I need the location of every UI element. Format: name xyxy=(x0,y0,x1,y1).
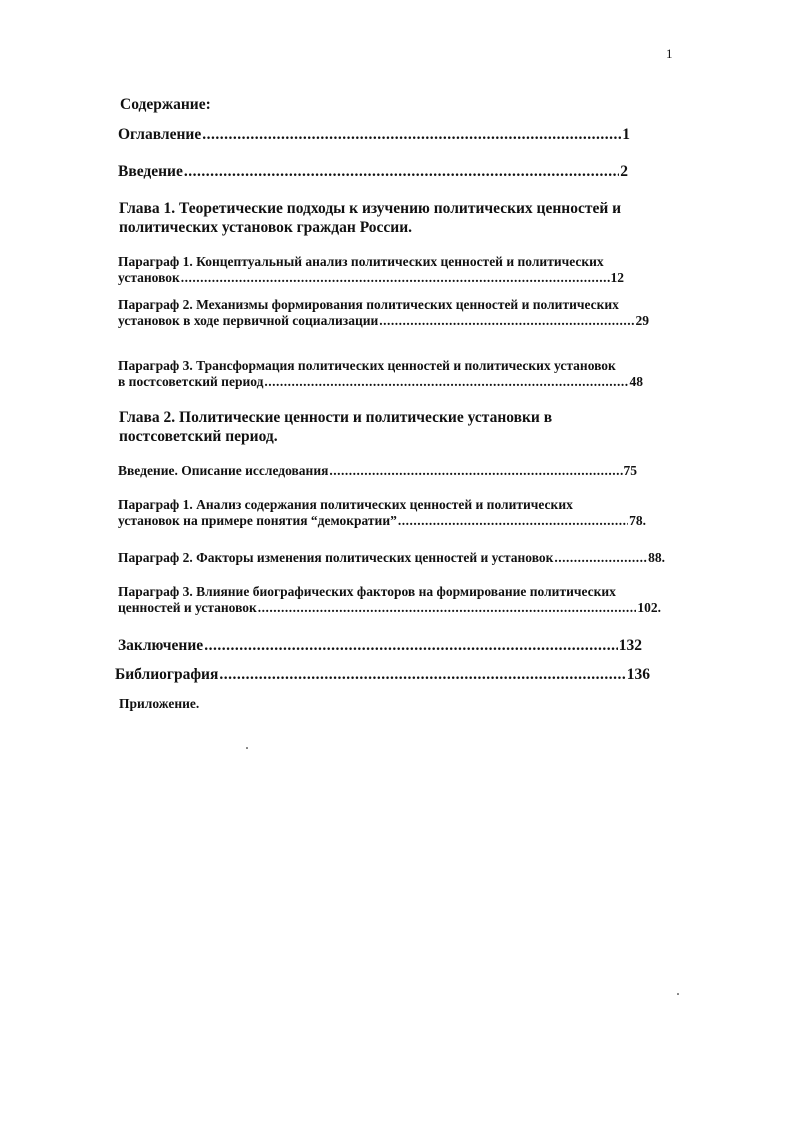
toc-title: Содержание: xyxy=(120,96,211,113)
toc-entry-label-line2: установок xyxy=(118,270,180,286)
scan-speck xyxy=(677,993,679,995)
toc-entry-page: 136 xyxy=(626,666,650,683)
dot-leader xyxy=(264,374,628,390)
toc-entry-label-line2: установок на примере понятия “демократии” xyxy=(118,513,397,529)
toc-entry-page: 75 xyxy=(623,463,637,478)
dot-leader xyxy=(379,313,634,329)
chapter-1-title-line1: Глава 1. Теоретические подходы к изучению политических ценностей и xyxy=(119,200,622,217)
chapter-2-title-line1: Глава 2. Политические ценности и политические установки в xyxy=(119,409,553,426)
toc-entry-label: Библиография xyxy=(115,666,219,683)
dot-leader xyxy=(184,163,619,182)
toc-entry-label: Параграф 2. Факторы изменения политических ценностей и установок xyxy=(118,550,554,565)
toc-entry-page: 48 xyxy=(629,374,643,390)
toc-entry-page: 88. xyxy=(648,550,665,565)
dot-leader xyxy=(204,637,618,656)
toc-entry-ch1-paragraph-1[interactable] xyxy=(118,254,624,287)
toc-entry-ch2-paragraph-1[interactable] xyxy=(118,497,646,530)
toc-entry-ch2-paragraph-3[interactable] xyxy=(118,584,661,617)
scan-speck xyxy=(246,747,248,749)
toc-entry-label-line1: Параграф 2. Механизмы формирования политических ценностей и политических xyxy=(118,297,619,312)
chapter-2-title-line2: постсоветский период. xyxy=(119,427,278,445)
chapter-1-heading[interactable] xyxy=(119,200,621,238)
toc-entry-page: 29 xyxy=(635,313,649,329)
toc-entry-bibliography[interactable] xyxy=(115,666,650,685)
dot-leader xyxy=(398,513,628,529)
toc-entry-page: 132 xyxy=(618,637,642,654)
toc-entry-conclusion[interactable] xyxy=(118,637,642,656)
toc-entry-label: Заключение xyxy=(118,637,204,654)
toc-entry-page: 102. xyxy=(637,600,661,616)
toc-entry-label: Введение. Описание исследования xyxy=(118,463,329,478)
toc-entry-ch2-paragraph-2[interactable] xyxy=(118,550,665,566)
toc-entry-label-line1: Параграф 1. Анализ содержания политических ценностей и политических xyxy=(118,497,573,512)
toc-entry-appendix[interactable] xyxy=(119,696,199,712)
chapter-1-title-line2: политических установок граждан России. xyxy=(119,218,413,236)
toc-entry-ch1-paragraph-3[interactable] xyxy=(118,358,643,391)
dot-leader xyxy=(554,550,647,566)
page-number: 1 xyxy=(666,46,673,61)
toc-entry-page: 1 xyxy=(622,126,630,143)
toc-entry-label-line2: ценностей и установок xyxy=(118,600,257,616)
dot-leader xyxy=(181,270,610,286)
toc-entry-label: Оглавление xyxy=(118,126,202,143)
toc-entry-label-line1: Параграф 3. Влияние биографических факторов на формирование политических xyxy=(118,584,616,599)
toc-entry-introduction[interactable] xyxy=(118,163,628,182)
toc-entry-label-line2: установок в ходе первичной социализации xyxy=(118,313,379,329)
toc-entry-label-line1: Параграф 1. Концептуальный анализ политических ценностей и политических xyxy=(118,254,604,269)
dot-leader xyxy=(219,666,625,685)
chapter-2-heading[interactable] xyxy=(119,409,552,447)
dot-leader xyxy=(329,463,622,479)
toc-entry-label: Приложение. xyxy=(119,696,200,711)
dot-leader xyxy=(202,126,621,145)
toc-entry-page: 12 xyxy=(610,270,624,286)
toc-entry-label: Введение xyxy=(118,163,183,180)
toc-entry-ch1-paragraph-2[interactable] xyxy=(118,297,649,330)
toc-entry-label-line1: Параграф 3. Трансформация политических ценностей и политических установок xyxy=(118,358,616,373)
toc-entry-ch2-introduction[interactable] xyxy=(118,463,637,479)
toc-entry-page: 78. xyxy=(629,513,646,529)
toc-entry-page: 2 xyxy=(620,163,628,180)
dot-leader xyxy=(258,600,637,616)
toc-entry-contents[interactable] xyxy=(118,126,630,145)
toc-entry-label-line2: в постсоветский период xyxy=(118,374,264,390)
